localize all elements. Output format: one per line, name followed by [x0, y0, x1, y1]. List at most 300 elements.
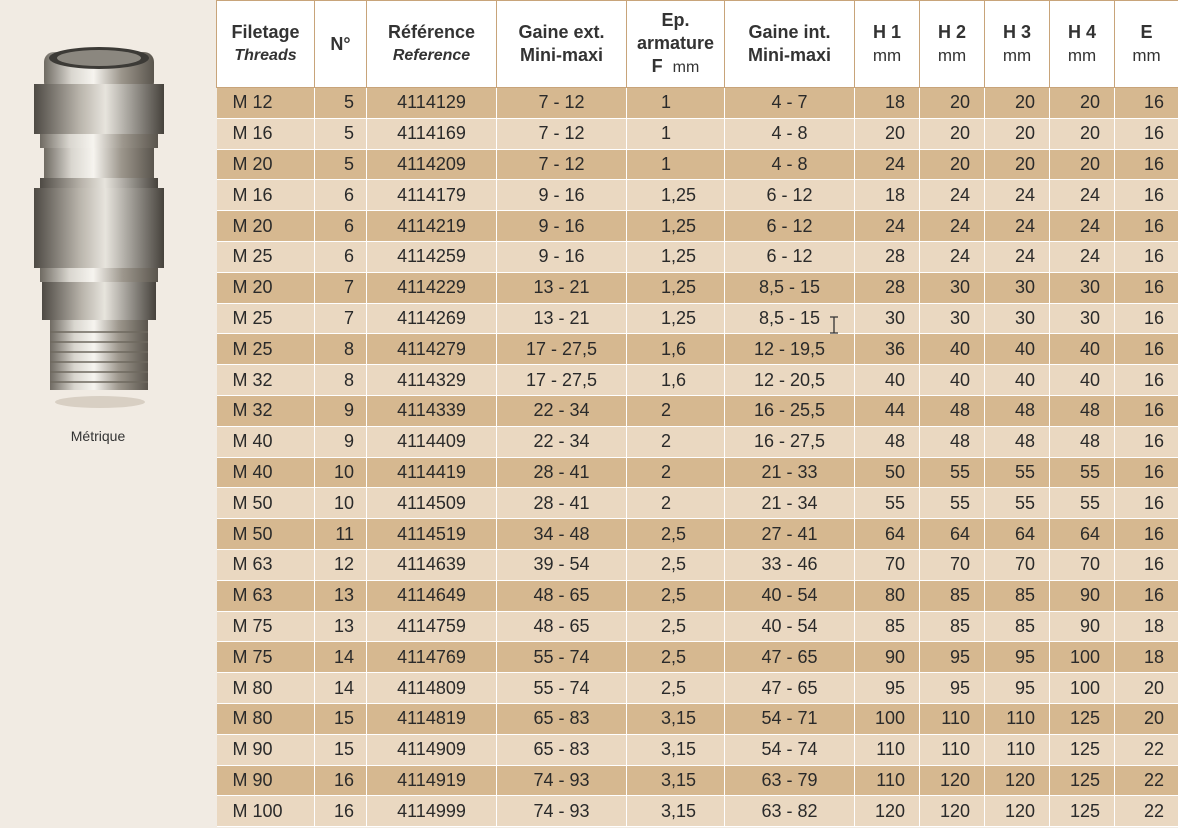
cell-numero: 6 — [315, 211, 367, 242]
cell-h2: 30 — [920, 272, 985, 303]
cell-e: 16 — [1115, 211, 1178, 242]
header-ep-unit: mm — [672, 59, 700, 76]
cell-gaine-ext: 13 - 21 — [497, 272, 627, 303]
table-row — [217, 180, 1178, 211]
header-gaine-ext-label: Gaine ext. — [518, 22, 605, 42]
cell-gaine-int: 21 - 33 — [725, 457, 855, 488]
cell-h4: 48 — [1050, 426, 1115, 457]
image-caption: Métrique — [70, 428, 126, 444]
cell-h4: 64 — [1050, 519, 1115, 550]
cell-reference: 4114809 — [367, 673, 497, 704]
table-row — [217, 549, 1178, 580]
cell-numero: 7 — [315, 303, 367, 334]
cell-h3: 120 — [985, 765, 1050, 796]
cell-reference: 4114269 — [367, 303, 497, 334]
cell-h3: 110 — [985, 734, 1050, 765]
cell-reference: 4114169 — [367, 118, 497, 149]
cell-h1: 50 — [855, 457, 920, 488]
cell-gaine-ext: 17 - 27,5 — [497, 365, 627, 396]
cell-h1: 20 — [855, 118, 920, 149]
cell-h1: 90 — [855, 642, 920, 673]
cell-thread: M 75 — [217, 611, 315, 642]
cell-h1: 28 — [855, 241, 920, 272]
cell-h4: 125 — [1050, 796, 1115, 827]
table-row — [217, 519, 1178, 550]
table-row — [217, 241, 1178, 272]
cell-numero: 7 — [315, 272, 367, 303]
cell-h1: 70 — [855, 549, 920, 580]
table-row — [217, 611, 1178, 642]
cell-h3: 48 — [985, 395, 1050, 426]
cell-e: 16 — [1115, 180, 1178, 211]
header-f-label: F — [651, 56, 663, 76]
cell-h4: 100 — [1050, 673, 1115, 704]
cell-reference: 4114769 — [367, 642, 497, 673]
cell-thread: M 32 — [217, 365, 315, 396]
table-row — [217, 211, 1178, 242]
cell-thread: M 25 — [217, 303, 315, 334]
cell-gaine-int: 40 - 54 — [725, 611, 855, 642]
cell-h2: 24 — [920, 180, 985, 211]
table-row — [217, 334, 1178, 365]
cell-thread: M 50 — [217, 488, 315, 519]
cell-thread: M 12 — [217, 88, 315, 119]
cell-e: 16 — [1115, 334, 1178, 365]
cell-h1: 48 — [855, 426, 920, 457]
header-ep-label: Ep. — [661, 10, 690, 30]
cell-gaine-ext: 9 - 16 — [497, 180, 627, 211]
table-row — [217, 673, 1178, 704]
cell-thread: M 80 — [217, 673, 315, 704]
header-e — [1115, 1, 1178, 88]
cell-numero: 9 — [315, 395, 367, 426]
cell-numero: 13 — [315, 611, 367, 642]
cell-h4: 100 — [1050, 642, 1115, 673]
table-row — [217, 580, 1178, 611]
cell-numero: 14 — [315, 642, 367, 673]
cell-e: 20 — [1115, 673, 1178, 704]
cell-thread: M 40 — [217, 426, 315, 457]
cell-gaine-int: 33 - 46 — [725, 549, 855, 580]
cell-gaine-int: 12 - 19,5 — [725, 334, 855, 365]
table-row — [217, 703, 1178, 734]
cell-numero: 8 — [315, 334, 367, 365]
header-h4 — [1050, 1, 1115, 88]
cell-ep-armature: 3,15 — [627, 734, 725, 765]
header-threads-label: Threads — [234, 47, 297, 64]
cell-ep-armature: 1,25 — [627, 211, 725, 242]
cell-h1: 18 — [855, 180, 920, 211]
cell-h4: 55 — [1050, 488, 1115, 519]
header-h2-label: H 2 — [937, 22, 966, 42]
cell-h4: 20 — [1050, 149, 1115, 180]
header-armature-label: armature — [636, 33, 715, 53]
cell-h4: 20 — [1050, 118, 1115, 149]
header-h3-label: H 3 — [1002, 22, 1031, 42]
cell-gaine-int: 12 - 20,5 — [725, 365, 855, 396]
cell-gaine-ext: 48 - 65 — [497, 580, 627, 611]
table-row — [217, 642, 1178, 673]
cell-h1: 30 — [855, 303, 920, 334]
cell-thread: M 20 — [217, 211, 315, 242]
cell-reference: 4114179 — [367, 180, 497, 211]
cell-gaine-ext: 9 - 16 — [497, 211, 627, 242]
cell-h3: 120 — [985, 796, 1050, 827]
cell-numero: 12 — [315, 549, 367, 580]
cell-e: 16 — [1115, 519, 1178, 550]
cell-ep-armature: 2,5 — [627, 673, 725, 704]
cell-reference: 4114409 — [367, 426, 497, 457]
cell-numero: 15 — [315, 703, 367, 734]
header-h1 — [855, 1, 920, 88]
cell-h2: 48 — [920, 426, 985, 457]
cell-h2: 85 — [920, 580, 985, 611]
specification-table-container — [216, 0, 1178, 828]
cell-ep-armature: 1,25 — [627, 241, 725, 272]
cell-gaine-int: 16 - 27,5 — [725, 426, 855, 457]
header-h1-label: H 1 — [872, 22, 901, 42]
cell-h1: 110 — [855, 765, 920, 796]
header-h3 — [985, 1, 1050, 88]
cell-gaine-ext: 7 - 12 — [497, 149, 627, 180]
cell-h3: 85 — [985, 580, 1050, 611]
cell-h1: 85 — [855, 611, 920, 642]
cell-gaine-ext: 17 - 27,5 — [497, 334, 627, 365]
cell-gaine-int: 40 - 54 — [725, 580, 855, 611]
cell-gaine-ext: 34 - 48 — [497, 519, 627, 550]
header-reference-en-label: Reference — [392, 47, 471, 64]
cell-h2: 55 — [920, 457, 985, 488]
header-numero — [315, 1, 367, 88]
cell-h4: 125 — [1050, 703, 1115, 734]
table-row — [217, 118, 1178, 149]
cell-h1: 110 — [855, 734, 920, 765]
cell-gaine-ext: 39 - 54 — [497, 549, 627, 580]
header-gaine-int-label: Gaine int. — [748, 22, 831, 42]
cell-numero: 6 — [315, 241, 367, 272]
cell-h2: 95 — [920, 642, 985, 673]
cell-h3: 20 — [985, 118, 1050, 149]
cell-thread: M 16 — [217, 118, 315, 149]
header-filetage — [217, 1, 315, 88]
cell-h1: 18 — [855, 88, 920, 119]
cell-thread: M 25 — [217, 334, 315, 365]
cell-gaine-int: 4 - 8 — [725, 118, 855, 149]
cell-ep-armature: 2,5 — [627, 549, 725, 580]
cell-ep-armature: 3,15 — [627, 765, 725, 796]
header-gaine-ext-range-label: Mini-maxi — [519, 45, 603, 65]
cell-ep-armature: 2 — [627, 395, 725, 426]
cell-gaine-ext: 55 - 74 — [497, 642, 627, 673]
header-ep-armature — [627, 1, 725, 88]
header-e-label: E — [1140, 22, 1153, 42]
cell-reference: 4114639 — [367, 549, 497, 580]
table-row — [217, 272, 1178, 303]
cell-reference: 4114279 — [367, 334, 497, 365]
cell-h4: 90 — [1050, 611, 1115, 642]
cell-h4: 48 — [1050, 395, 1115, 426]
cell-thread: M 50 — [217, 519, 315, 550]
cell-h2: 55 — [920, 488, 985, 519]
cell-reference: 4114209 — [367, 149, 497, 180]
cell-h4: 24 — [1050, 211, 1115, 242]
cell-gaine-int: 27 - 41 — [725, 519, 855, 550]
cell-e: 16 — [1115, 303, 1178, 334]
cell-gaine-int: 8,5 - 15 — [725, 272, 855, 303]
cell-h3: 55 — [985, 457, 1050, 488]
cell-h1: 100 — [855, 703, 920, 734]
cell-h1: 28 — [855, 272, 920, 303]
cell-ep-armature: 1,25 — [627, 272, 725, 303]
cell-gaine-ext: 65 - 83 — [497, 734, 627, 765]
cell-h3: 40 — [985, 334, 1050, 365]
cell-h4: 40 — [1050, 334, 1115, 365]
cell-gaine-ext: 28 - 41 — [497, 488, 627, 519]
cell-ep-armature: 2,5 — [627, 611, 725, 642]
cell-h1: 44 — [855, 395, 920, 426]
cell-e: 22 — [1115, 734, 1178, 765]
cell-gaine-ext: 13 - 21 — [497, 303, 627, 334]
cell-h2: 64 — [920, 519, 985, 550]
cell-e: 20 — [1115, 703, 1178, 734]
cell-reference: 4114329 — [367, 365, 497, 396]
cell-numero: 5 — [315, 118, 367, 149]
cell-h4: 125 — [1050, 765, 1115, 796]
header-gaine-int-range-label: Mini-maxi — [747, 45, 831, 65]
cell-gaine-int: 6 - 12 — [725, 241, 855, 272]
table-row — [217, 796, 1178, 827]
table-row — [217, 88, 1178, 119]
cell-h3: 40 — [985, 365, 1050, 396]
cell-ep-armature: 2 — [627, 426, 725, 457]
cell-h4: 70 — [1050, 549, 1115, 580]
header-h2-unit: mm — [937, 46, 967, 65]
cell-ep-armature: 2,5 — [627, 580, 725, 611]
cell-e: 18 — [1115, 642, 1178, 673]
cell-e: 16 — [1115, 365, 1178, 396]
cell-reference: 4114999 — [367, 796, 497, 827]
header-h4-unit: mm — [1067, 46, 1097, 65]
cell-reference: 4114919 — [367, 765, 497, 796]
cell-e: 16 — [1115, 395, 1178, 426]
cell-gaine-int: 6 - 12 — [725, 180, 855, 211]
cell-e: 22 — [1115, 765, 1178, 796]
cell-h2: 40 — [920, 334, 985, 365]
cell-reference: 4114229 — [367, 272, 497, 303]
cell-gaine-ext: 74 - 93 — [497, 796, 627, 827]
cell-ep-armature: 1,6 — [627, 334, 725, 365]
cell-ep-armature: 1 — [627, 149, 725, 180]
cell-h2: 120 — [920, 796, 985, 827]
cell-h2: 30 — [920, 303, 985, 334]
cell-gaine-int: 54 - 74 — [725, 734, 855, 765]
cell-h1: 24 — [855, 149, 920, 180]
cell-numero: 8 — [315, 365, 367, 396]
cell-h4: 30 — [1050, 303, 1115, 334]
cell-h1: 120 — [855, 796, 920, 827]
cell-thread: M 25 — [217, 241, 315, 272]
header-h2 — [920, 1, 985, 88]
cell-gaine-int: 63 - 82 — [725, 796, 855, 827]
cell-reference: 4114649 — [367, 580, 497, 611]
cell-gaine-int: 4 - 8 — [725, 149, 855, 180]
specification-table — [216, 0, 1178, 827]
table-row — [217, 303, 1178, 334]
cell-ep-armature: 1,6 — [627, 365, 725, 396]
cell-h4: 125 — [1050, 734, 1115, 765]
cell-reference: 4114519 — [367, 519, 497, 550]
cell-thread: M 20 — [217, 272, 315, 303]
cell-ep-armature: 2,5 — [627, 642, 725, 673]
table-row — [217, 426, 1178, 457]
cable-gland-image — [30, 40, 170, 415]
cell-h3: 55 — [985, 488, 1050, 519]
cell-gaine-ext: 9 - 16 — [497, 241, 627, 272]
cell-e: 16 — [1115, 149, 1178, 180]
cell-h3: 30 — [985, 272, 1050, 303]
cell-h2: 24 — [920, 241, 985, 272]
cell-gaine-int: 8,5 - 15 — [725, 303, 855, 334]
cell-reference: 4114759 — [367, 611, 497, 642]
cell-gaine-int: 4 - 7 — [725, 88, 855, 119]
cell-ep-armature: 1,25 — [627, 180, 725, 211]
cell-e: 16 — [1115, 488, 1178, 519]
cell-h2: 95 — [920, 673, 985, 704]
cell-e: 16 — [1115, 241, 1178, 272]
cell-h1: 80 — [855, 580, 920, 611]
table-row — [217, 765, 1178, 796]
cell-h4: 20 — [1050, 88, 1115, 119]
cell-e: 16 — [1115, 549, 1178, 580]
cell-thread: M 75 — [217, 642, 315, 673]
cell-h4: 24 — [1050, 241, 1115, 272]
cell-ep-armature: 2 — [627, 488, 725, 519]
cell-e: 16 — [1115, 457, 1178, 488]
cell-thread: M 63 — [217, 580, 315, 611]
cell-e: 16 — [1115, 88, 1178, 119]
cell-h3: 24 — [985, 211, 1050, 242]
cell-h2: 110 — [920, 734, 985, 765]
table-body — [217, 88, 1178, 827]
cell-numero: 13 — [315, 580, 367, 611]
cell-thread: M 100 — [217, 796, 315, 827]
cell-h4: 90 — [1050, 580, 1115, 611]
cell-h2: 24 — [920, 211, 985, 242]
cell-h3: 24 — [985, 241, 1050, 272]
cell-thread: M 16 — [217, 180, 315, 211]
cell-e: 18 — [1115, 611, 1178, 642]
cell-h3: 30 — [985, 303, 1050, 334]
cell-h3: 20 — [985, 149, 1050, 180]
cell-gaine-ext: 55 - 74 — [497, 673, 627, 704]
cell-h2: 70 — [920, 549, 985, 580]
table-header-row — [217, 1, 1178, 88]
table-row — [217, 734, 1178, 765]
cell-numero: 9 — [315, 426, 367, 457]
cell-reference: 4114259 — [367, 241, 497, 272]
text-cursor-icon — [829, 316, 839, 334]
cell-h3: 85 — [985, 611, 1050, 642]
cell-reference: 4114219 — [367, 211, 497, 242]
cell-numero: 5 — [315, 88, 367, 119]
cell-ep-armature: 3,15 — [627, 796, 725, 827]
table-row — [217, 488, 1178, 519]
cell-gaine-ext: 7 - 12 — [497, 88, 627, 119]
cell-h1: 55 — [855, 488, 920, 519]
cell-h4: 55 — [1050, 457, 1115, 488]
cell-e: 16 — [1115, 580, 1178, 611]
cell-numero: 14 — [315, 673, 367, 704]
cell-h3: 70 — [985, 549, 1050, 580]
cell-h2: 48 — [920, 395, 985, 426]
cell-h3: 24 — [985, 180, 1050, 211]
cell-h4: 40 — [1050, 365, 1115, 396]
cell-h2: 20 — [920, 118, 985, 149]
cell-gaine-int: 6 - 12 — [725, 211, 855, 242]
cell-gaine-int: 47 - 65 — [725, 673, 855, 704]
cell-reference: 4114339 — [367, 395, 497, 426]
header-reference — [367, 1, 497, 88]
cell-thread: M 63 — [217, 549, 315, 580]
cell-reference: 4114909 — [367, 734, 497, 765]
cell-e: 16 — [1115, 272, 1178, 303]
cell-numero: 16 — [315, 765, 367, 796]
cell-ep-armature: 3,15 — [627, 703, 725, 734]
cell-ep-armature: 1 — [627, 118, 725, 149]
header-gaine-ext — [497, 1, 627, 88]
header-h3-unit: mm — [1002, 46, 1032, 65]
cell-h3: 48 — [985, 426, 1050, 457]
cell-numero: 5 — [315, 149, 367, 180]
cell-gaine-ext: 7 - 12 — [497, 118, 627, 149]
cell-ep-armature: 2 — [627, 457, 725, 488]
cell-h1: 95 — [855, 673, 920, 704]
cell-thread: M 32 — [217, 395, 315, 426]
cell-gaine-int: 21 - 34 — [725, 488, 855, 519]
cell-ep-armature: 1,25 — [627, 303, 725, 334]
cell-gaine-int: 16 - 25,5 — [725, 395, 855, 426]
cell-h3: 95 — [985, 673, 1050, 704]
cell-gaine-ext: 28 - 41 — [497, 457, 627, 488]
cell-thread: M 20 — [217, 149, 315, 180]
cell-reference: 4114509 — [367, 488, 497, 519]
cell-numero: 11 — [315, 519, 367, 550]
cell-h2: 120 — [920, 765, 985, 796]
header-numero-label: N° — [330, 33, 351, 54]
cell-gaine-int: 63 - 79 — [725, 765, 855, 796]
cell-numero: 10 — [315, 488, 367, 519]
cell-reference: 4114129 — [367, 88, 497, 119]
cell-e: 16 — [1115, 118, 1178, 149]
table-row — [217, 149, 1178, 180]
table-row — [217, 395, 1178, 426]
cell-h1: 64 — [855, 519, 920, 550]
cell-gaine-ext: 22 - 34 — [497, 426, 627, 457]
cell-numero: 15 — [315, 734, 367, 765]
cell-numero: 6 — [315, 180, 367, 211]
header-reference-fr-label: Référence — [387, 22, 476, 42]
cell-h3: 64 — [985, 519, 1050, 550]
cell-numero: 16 — [315, 796, 367, 827]
cell-h1: 40 — [855, 365, 920, 396]
cell-thread: M 80 — [217, 703, 315, 734]
table-row — [217, 457, 1178, 488]
cell-h2: 85 — [920, 611, 985, 642]
cell-gaine-ext: 65 - 83 — [497, 703, 627, 734]
cell-h1: 24 — [855, 211, 920, 242]
cell-h3: 20 — [985, 88, 1050, 119]
cell-h2: 20 — [920, 88, 985, 119]
